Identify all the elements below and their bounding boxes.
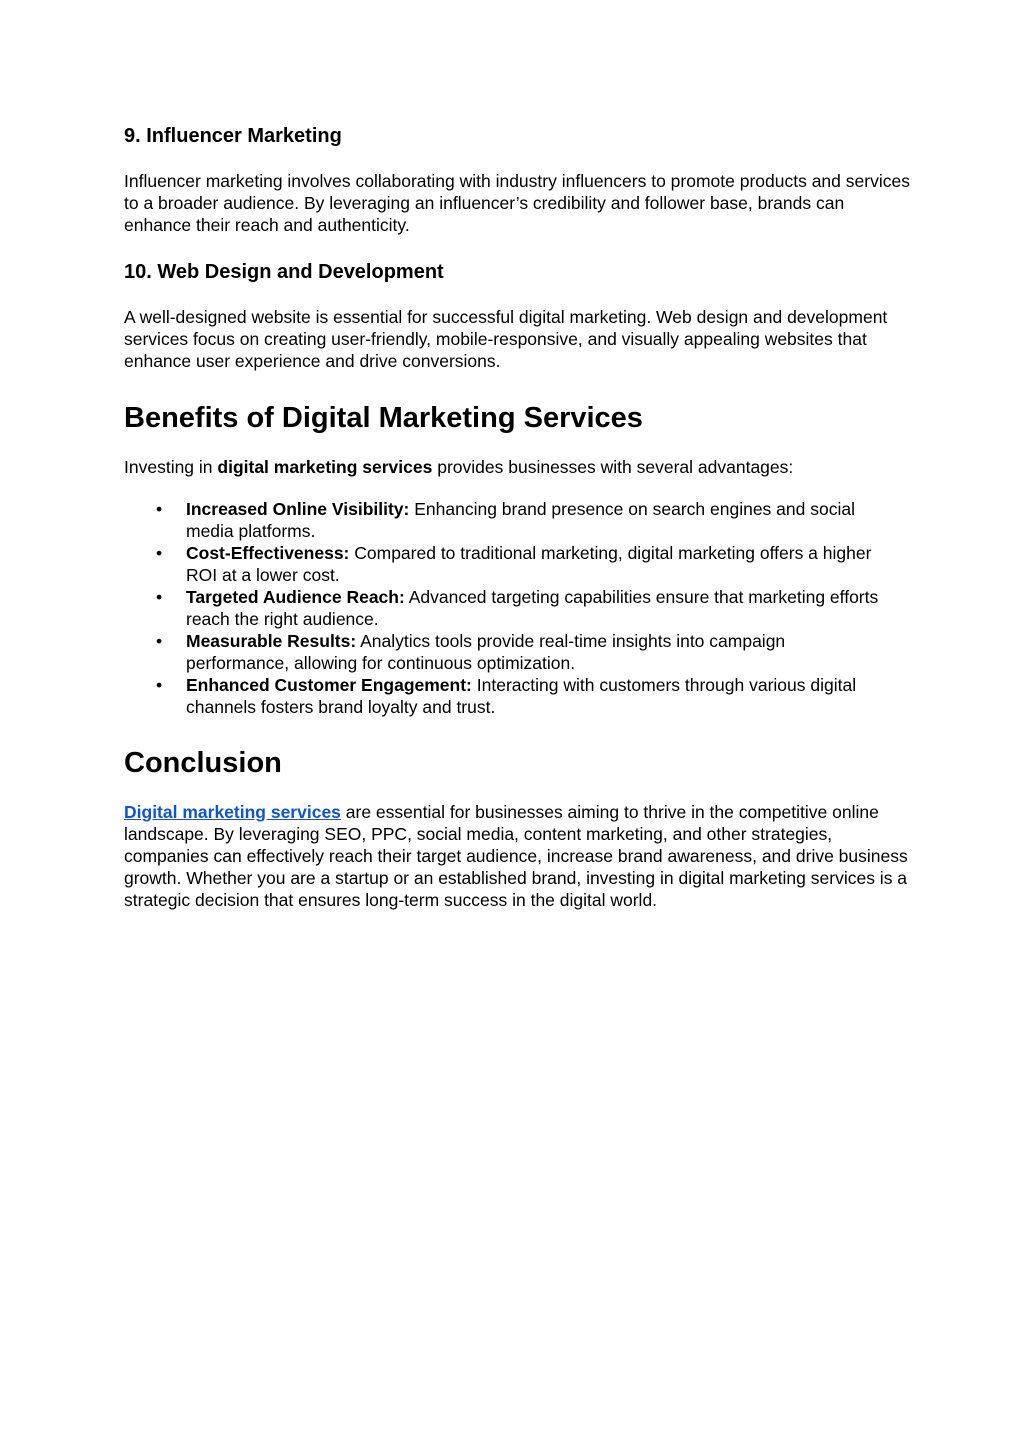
benefit-item [124, 674, 886, 718]
benefit-title: Increased Online Visibility: [186, 499, 410, 519]
influencer-heading: 9. Influencer Marketing [124, 125, 342, 147]
benefit-item [124, 542, 886, 586]
benefit-text: Compared to traditional marketing, digital marketing offers a higher ROI at a lower cost. [186, 543, 872, 585]
webdesign-heading: 10. Web Design and Development [124, 261, 444, 283]
benefit-title: Enhanced Customer Engagement: [186, 675, 472, 695]
benefit-title: Targeted Audience Reach: [186, 587, 405, 607]
benefits-intro [124, 456, 914, 478]
benefit-title: Cost-Effectiveness: [186, 543, 350, 563]
bullet-icon: • [156, 499, 163, 519]
benefit-item [124, 630, 886, 674]
bullet-icon: • [156, 587, 163, 607]
conclusion-body: are essential for businesses aiming to thrive in the competitive online landscape. By leveraging SEO, PPC, social media, content marketing, and other strategies, companies can effectively reach their target audience, increase brand awareness, and drive business growth. Whether you are a startup or an established brand, investing in digital marketing services is a strategic decision that ensures long-term success in the digital world. [124, 802, 908, 910]
benefit-text: Advanced targeting capabilities ensure that marketing efforts reach the right audience. [186, 587, 879, 629]
bullet-icon: • [156, 543, 163, 563]
bullet-icon: • [156, 675, 163, 695]
benefit-item [124, 586, 886, 630]
digital-marketing-services-link[interactable]: Digital marketing services [124, 802, 341, 822]
benefits-intro-prefix: Investing in [124, 457, 218, 477]
benefit-text: Analytics tools provide real-time insights into campaign performance, allowing for continuous optimization. [186, 631, 786, 673]
benefits-intro-suffix: provides businesses with several advantages: [432, 457, 794, 477]
bullet-icon: • [156, 631, 163, 651]
conclusion-paragraph [124, 801, 914, 911]
benefit-item [124, 498, 886, 542]
benefit-text: Interacting with customers through various digital channels fosters brand loyalty and trust. [186, 675, 857, 717]
influencer-paragraph: Influencer marketing involves collaborating with industry influencers to promote products and services to a broader audience. By leveraging an influencer’s credibility and follower base, brands can enhance their reach and authenticity. [124, 171, 910, 235]
benefit-title: Measurable Results: [186, 631, 357, 651]
benefit-text: Enhancing brand presence on search engines and social media platforms. [186, 499, 855, 541]
benefits-intro-bold: digital marketing services [217, 457, 433, 477]
benefits-list [124, 498, 914, 718]
benefits-heading: Benefits of Digital Marketing Services [124, 402, 643, 434]
webdesign-paragraph: A well-designed website is essential for successful digital marketing. Web design and development services focus on creating user-friendly, mobile-responsive, and visually appealing websites that enhance user experience and drive conversions. [124, 307, 888, 371]
conclusion-heading: Conclusion [124, 747, 282, 779]
